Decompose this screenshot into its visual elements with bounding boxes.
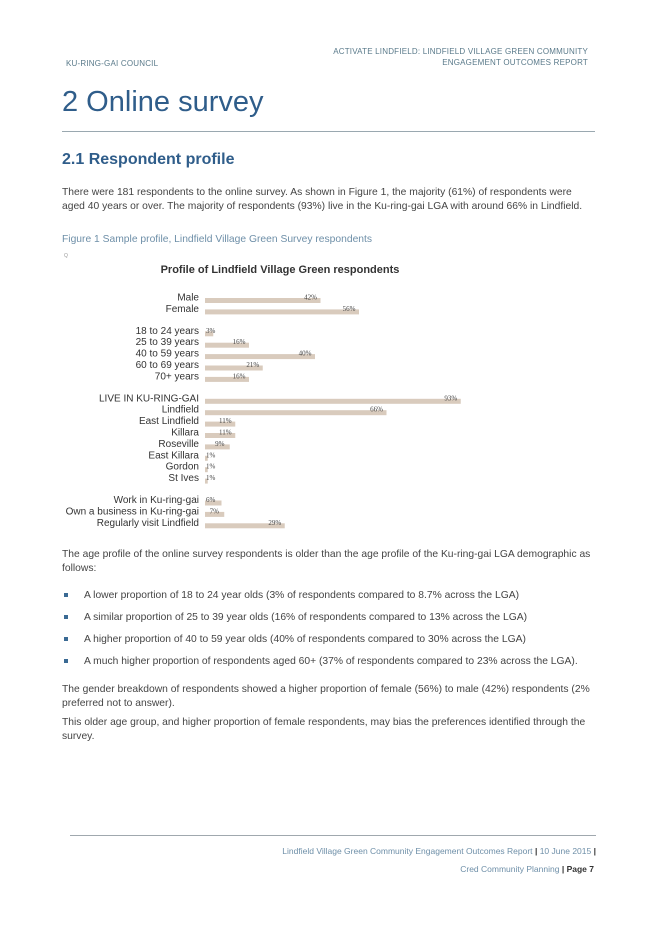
- footer-report-title: Lindfield Village Green Community Engagement Outcomes Report: [282, 846, 533, 856]
- chart-category-label: Work in Ku-ring-gai: [113, 495, 199, 506]
- footer-report-line: [282, 846, 596, 856]
- chart-category-label: St Ives: [168, 473, 199, 485]
- chart-category-label: East Lindfield: [138, 416, 199, 428]
- footer-separator: |: [593, 846, 596, 856]
- chart-value-label: 3%: [206, 326, 216, 335]
- chart-category-label: Gordon: [165, 461, 199, 473]
- chart-title: Profile of Lindfield Village Green respondents: [160, 264, 400, 276]
- age-profile-paragraph: The age profile of the online survey respondents is older than the age profile of the Ku-ring-gai LGA demographic as follows:: [62, 549, 591, 574]
- chart-value-label: 93%: [444, 394, 458, 403]
- bias-paragraph: This older age group, and higher proportion of female respondents, may bias the preferences identified through the survey.: [62, 717, 586, 742]
- chart-category-label: LIVE IN KU-RING-GAI: [98, 393, 199, 405]
- council-name: KU-RING-GAI COUNCIL: [66, 59, 159, 68]
- list-item: [62, 655, 596, 669]
- list-item-text: A higher proportion of 40 to 59 year olds (40% of respondents compared to 30% across the LGA): [84, 634, 526, 645]
- bullet-square-icon: [64, 659, 68, 663]
- chart-bar: [205, 410, 387, 415]
- chart-value-label: 1%: [206, 474, 216, 483]
- footer-separator: |: [561, 864, 565, 874]
- list-item-text: A much higher proportion of respondents aged 60+ (37% of respondents compared to 23% across the LGA).: [84, 656, 578, 667]
- report-header-line2: ENGAGEMENT OUTCOMES REPORT: [442, 58, 588, 67]
- figure-caption: Figure 1 Sample profile, Lindfield Village Green Survey respondents: [62, 234, 373, 245]
- section-title: 2 Online survey: [62, 86, 264, 118]
- chart-category-label: Regularly visit Lindfield: [96, 517, 199, 529]
- respondent-profile-chart: [0, 280, 656, 530]
- chart-value-label: 1%: [206, 451, 216, 460]
- report-header-line1: ACTIVATE LINDFIELD: LINDFIELD VILLAGE GREEN COMMUNITY: [333, 47, 588, 56]
- chart-value-label: 66%: [370, 405, 383, 414]
- report-header: [333, 46, 588, 68]
- chart-category-label: 40 to 59 years: [135, 348, 199, 360]
- chart-bar: [205, 399, 461, 404]
- footer-date: 10 June 2015: [539, 846, 592, 856]
- chart-category-label: 18 to 24 years: [135, 325, 199, 337]
- list-item: [62, 589, 596, 603]
- bullet-square-icon: [64, 615, 68, 619]
- intro-paragraph: There were 181 respondents to the online survey. As shown in Figure 1, the majority (61%) of respondents were aged 40 years or over. The majority of respondents (93%) live in the Ku-ring-gai LGA with around 66% in Lindfield.: [62, 187, 583, 212]
- chart-category-label: 60 to 69 years: [135, 360, 199, 371]
- chart-value-label: 56%: [342, 304, 356, 313]
- chart-category-label: 70+ years: [154, 371, 199, 383]
- chart-bar: [205, 309, 359, 314]
- bullet-square-icon: [64, 593, 68, 597]
- footer-org-line: [460, 864, 594, 874]
- chart-value-label: 16%: [232, 338, 246, 347]
- title-divider: [62, 131, 595, 132]
- bullet-square-icon: [64, 637, 68, 641]
- chart-value-label: 6%: [206, 496, 216, 504]
- chart-category-label: Roseville: [158, 438, 199, 450]
- list-item: [62, 633, 596, 647]
- chart-category-label: 25 to 39 years: [135, 337, 199, 349]
- list-item: [62, 611, 596, 625]
- chart-value-label: 21%: [246, 361, 260, 369]
- chart-category-label: Male: [177, 292, 199, 304]
- footer-org: Cred Community Planning: [460, 864, 560, 874]
- list-item-text: A similar proportion of 25 to 39 year olds (16% of respondents compared to 13% across the LGA): [84, 612, 528, 623]
- page-number: Page 7: [566, 864, 594, 874]
- chart-value-label: 7%: [209, 507, 219, 516]
- chart-value-label: 42%: [304, 293, 317, 302]
- figure-marker: Q: [64, 253, 68, 259]
- footer-divider: [70, 835, 596, 836]
- chart-value-label: 11%: [218, 417, 232, 426]
- chart-value-label: 11%: [218, 428, 232, 437]
- chart-category-label: Own a business in Ku-ring-gai: [65, 506, 199, 518]
- chart-category-label: Killara: [171, 427, 199, 439]
- chart-category-label: Female: [165, 303, 199, 315]
- chart-value-label: 40%: [298, 349, 312, 358]
- subsection-title: 2.1 Respondent profile: [62, 151, 235, 168]
- gender-paragraph: The gender breakdown of respondents showed a higher proportion of female (56%) to male (42%) respondents (2% preferred not to answer).: [62, 684, 590, 709]
- age-comparison-list: [62, 589, 596, 677]
- chart-category-label: Lindfield: [161, 404, 199, 416]
- footer-separator: |: [534, 846, 538, 856]
- chart-value-label: 16%: [232, 372, 246, 381]
- chart-value-label: 29%: [268, 518, 282, 527]
- chart-value-label: 9%: [215, 439, 225, 448]
- chart-category-label: East Killara: [148, 450, 199, 462]
- chart-value-label: 1%: [206, 462, 216, 471]
- list-item-text: A lower proportion of 18 to 24 year olds (3% of respondents compared to 8.7% across the LGA): [84, 590, 519, 601]
